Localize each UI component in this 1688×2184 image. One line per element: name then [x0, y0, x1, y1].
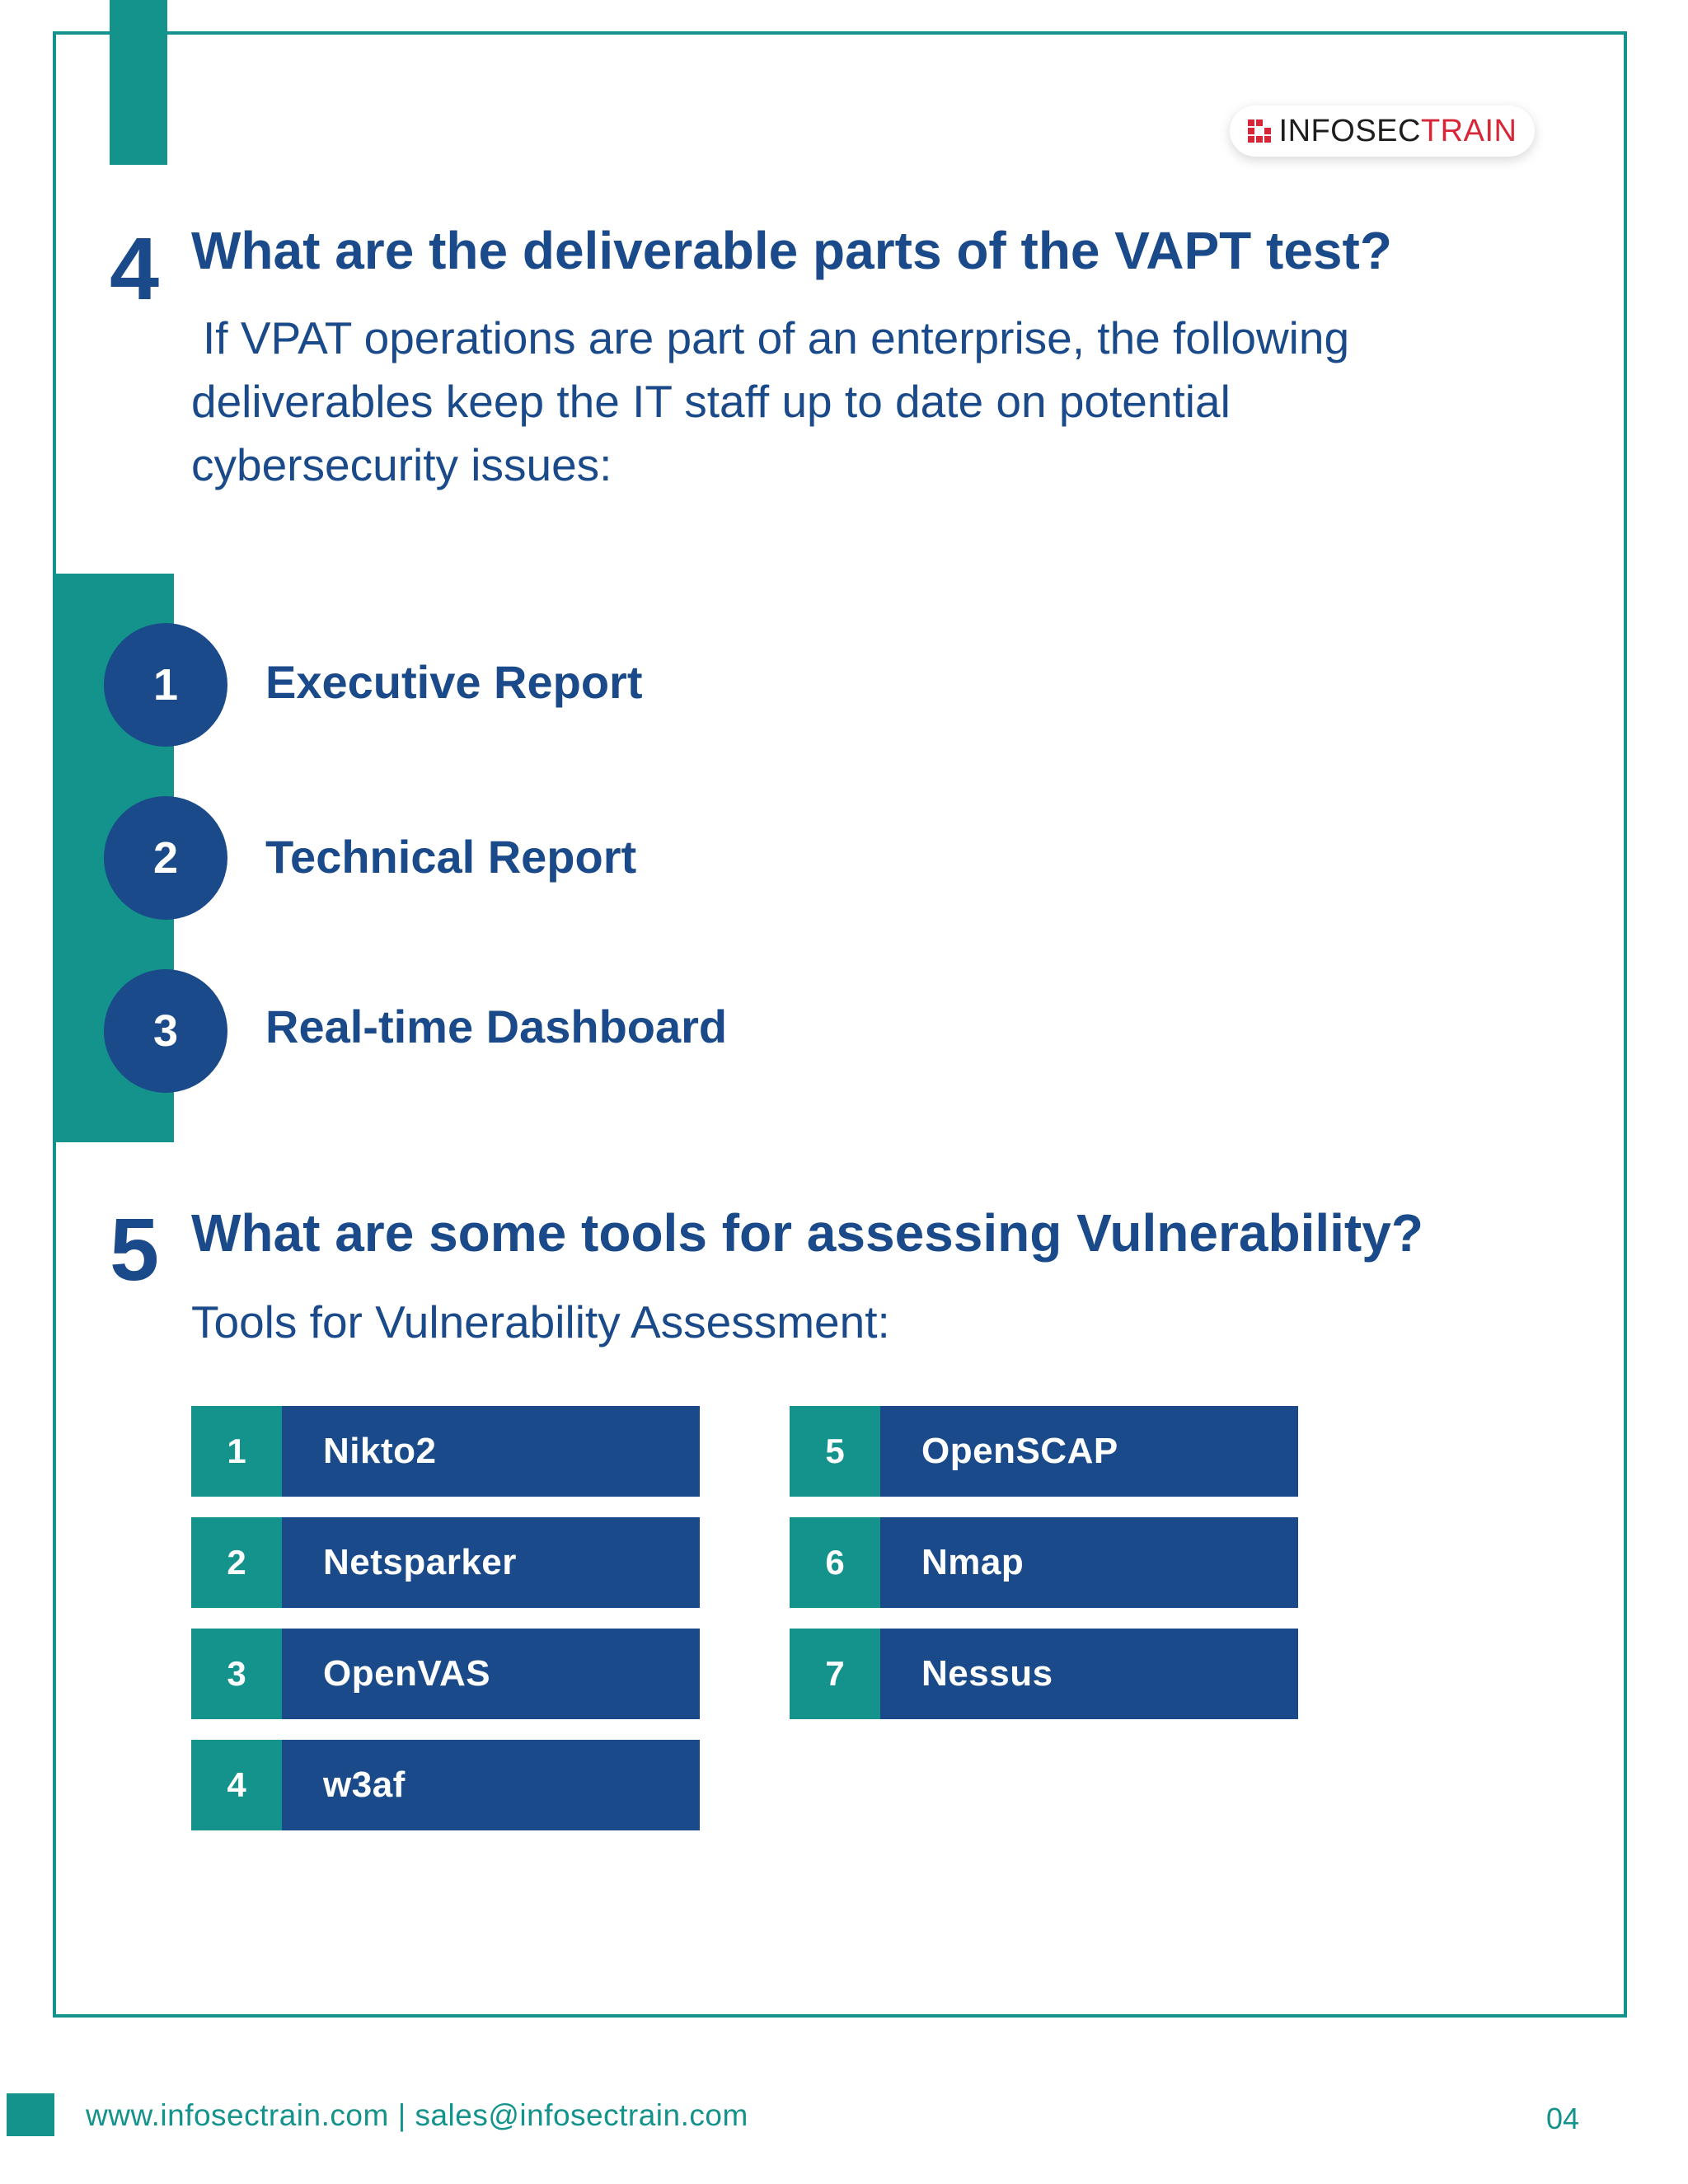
deliverable-number-circle: 3 — [104, 969, 227, 1093]
tool-number: 3 — [191, 1629, 282, 1719]
tool-number: 5 — [790, 1406, 880, 1497]
section4-number: 4 — [110, 218, 160, 318]
tool-row — [191, 1517, 700, 1608]
tool-row — [790, 1629, 1298, 1719]
tool-number: 7 — [790, 1629, 880, 1719]
deliverable-number-circle: 2 — [104, 796, 227, 920]
section4-title: What are the deliverable parts of the VAPT test? — [191, 221, 1392, 280]
logo-text-infosec: INFOSEC — [1278, 113, 1421, 148]
tool-row — [790, 1517, 1298, 1608]
footer-accent-square — [7, 2093, 54, 2136]
tool-number: 4 — [191, 1740, 282, 1830]
top-accent-bar — [110, 0, 167, 165]
tool-row — [191, 1629, 700, 1719]
tool-number: 6 — [790, 1517, 880, 1608]
tool-number: 2 — [191, 1517, 282, 1608]
deliverable-number-circle: 1 — [104, 623, 227, 747]
tool-row — [790, 1406, 1298, 1497]
tool-name: Nikto2 — [282, 1406, 700, 1497]
deliverable-label: Technical Report — [265, 831, 637, 883]
section5-number: 5 — [110, 1199, 160, 1299]
tool-row — [191, 1406, 700, 1497]
logo-text-train: TRAIN — [1420, 113, 1517, 148]
tool-number: 1 — [191, 1406, 282, 1497]
tool-name: Nessus — [880, 1629, 1298, 1719]
section5-title: What are some tools for assessing Vulnerability? — [191, 1203, 1423, 1263]
tool-name: OpenVAS — [282, 1629, 700, 1719]
footer-contact: www.infosectrain.com | sales@infosectrain.com — [86, 2098, 748, 2132]
tool-row — [191, 1740, 700, 1830]
deliverable-label: Real-time Dashboard — [265, 1001, 728, 1052]
infosectrain-logo — [1230, 105, 1535, 157]
logo-mark-icon — [1248, 120, 1271, 143]
section4-body: If VPAT operations are part of an enterprise, the following deliverables keep the IT staff up to date on potential cybersecurity issues: — [191, 312, 1350, 490]
section5-subtitle: Tools for Vulnerability Assessment: — [191, 1296, 890, 1347]
tool-name: w3af — [282, 1740, 700, 1830]
page-number: 04 — [1546, 2102, 1580, 2135]
tool-name: Nmap — [880, 1517, 1298, 1608]
tool-name: OpenSCAP — [880, 1406, 1298, 1497]
deliverable-label: Executive Report — [265, 656, 643, 708]
tool-name: Netsparker — [282, 1517, 700, 1608]
